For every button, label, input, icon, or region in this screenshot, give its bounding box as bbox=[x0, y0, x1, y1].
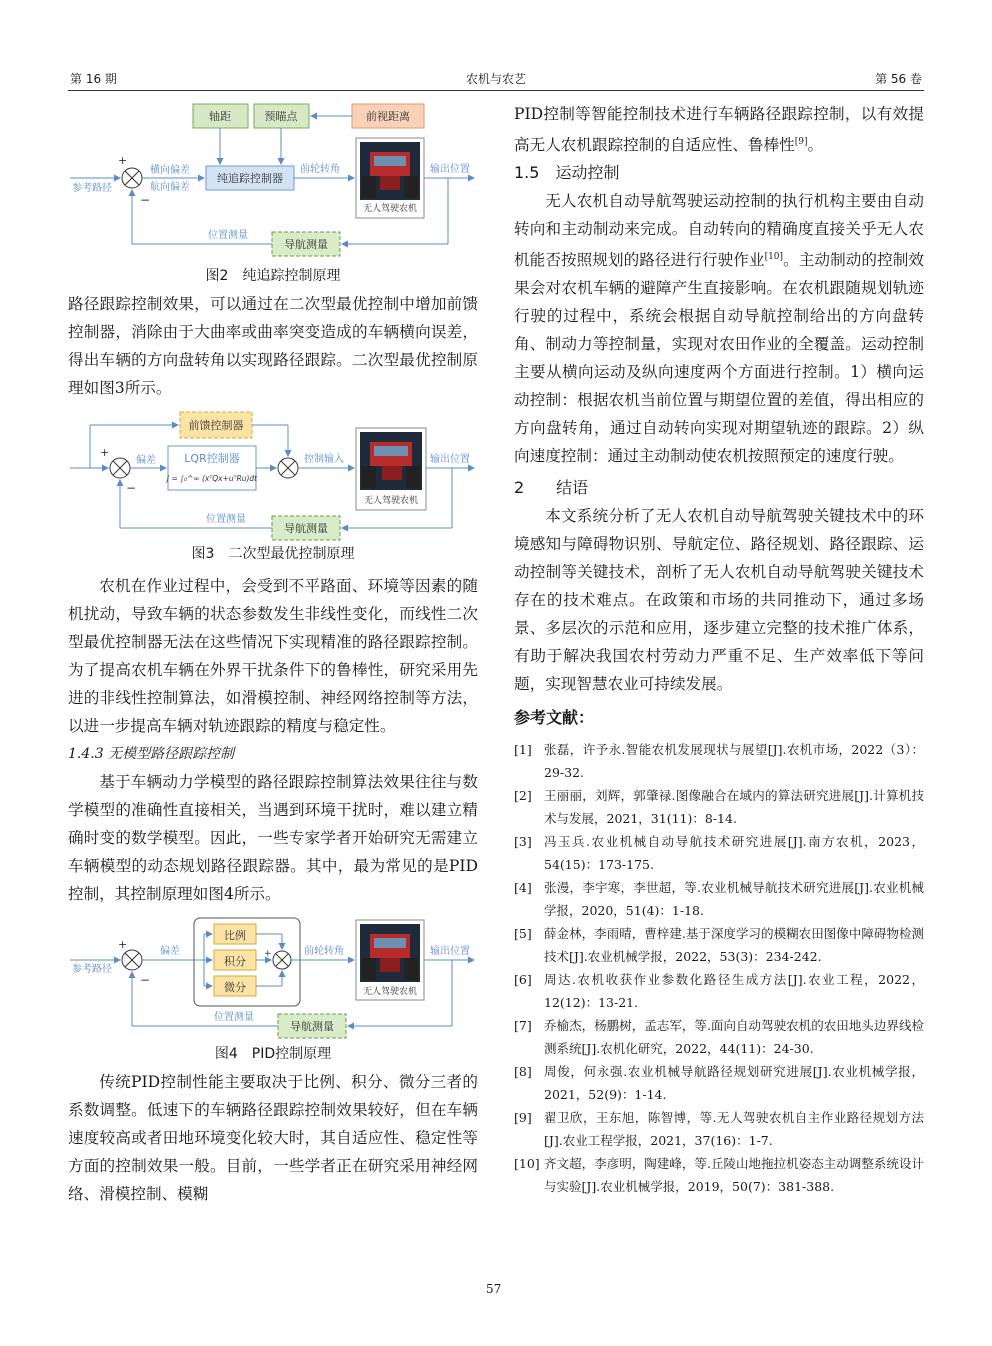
reference-path-label: 参考路径 bbox=[72, 183, 112, 194]
position-measurement-label: 位置测量 bbox=[214, 1012, 254, 1023]
references-heading: 参考文献： bbox=[514, 708, 595, 728]
navigation-measurement-label: 导航测量 bbox=[290, 1020, 334, 1033]
lookahead-label: 前视距离 bbox=[366, 110, 410, 123]
tractor-image bbox=[360, 924, 420, 982]
output-position-label: 输出位置 bbox=[430, 164, 470, 175]
section-1-4-3-heading: 1.4.3 无模型路径跟踪控制 bbox=[68, 746, 235, 762]
issue-number: 第 16 期 bbox=[70, 72, 117, 86]
reference-text: 冯玉兵.农业机械自动导航技术研究进展[J].南方农机，2023，54(15)：173-175. bbox=[544, 834, 924, 873]
left-paragraph-2: 农机在作业过程中，会受到不平路面、环境等因素的随机扰动，导致车辆的状态参数发生非线性变化，而线性二次型最优控制器无法在这些情况下实现精准的路径跟踪控制。为了提高农机车辆在外界干扰条件下的鲁棒性，研究采用先进的非线性控制算法，如滑模控制、神经网络控制等方法，以进一步提高车辆对轨迹跟踪的精度与稳定性。 bbox=[68, 577, 478, 735]
volume-number: 第 56 卷 bbox=[875, 72, 922, 86]
figure-2-diagram bbox=[68, 100, 478, 260]
output-position-label: 输出位置 bbox=[430, 946, 470, 957]
reference-item bbox=[514, 784, 924, 830]
wheelbase-label: 轴距 bbox=[209, 110, 231, 123]
svg-text:+: + bbox=[118, 154, 128, 167]
reference-text: 薛金林，李雨晴，曹梓建.基于深度学习的模糊农田图像中障碍物检测技术[J].农业机械学报，2022，53(3)：234-242. bbox=[544, 926, 924, 965]
reference-item bbox=[514, 1152, 924, 1198]
steering-angle-label: 前轮转角 bbox=[304, 946, 344, 957]
reference-item bbox=[514, 738, 924, 784]
reference-number: [10] bbox=[514, 1156, 540, 1172]
header-rule bbox=[68, 90, 924, 91]
reference-item bbox=[514, 968, 924, 1014]
lqr-controller-label: LQR控制器 bbox=[184, 452, 240, 465]
reference-item bbox=[514, 830, 924, 876]
tractor-image bbox=[360, 432, 422, 490]
journal-title: 农机与农艺 bbox=[465, 72, 526, 86]
page-number: 57 bbox=[486, 1282, 502, 1296]
right-column bbox=[514, 100, 924, 1198]
reference-text: 翟卫欣，王东旭，陈智博，等.无人驾驶农机自主作业路径规划方法[J].农业工程学报，2021，37(16)：1-7. bbox=[544, 1110, 924, 1149]
position-measurement-label: 位置测量 bbox=[208, 230, 248, 241]
reference-number: [1] bbox=[514, 742, 532, 758]
figure-4-diagram bbox=[68, 912, 478, 1042]
output-position-label: 输出位置 bbox=[430, 454, 470, 465]
reference-item bbox=[514, 1060, 924, 1106]
figure-2-caption: 图2 纯追踪控制原理 bbox=[205, 268, 341, 284]
right-paragraph-1: 无人农机自动导航驾驶运动控制的执行机构主要由自动转向和主动制动来完成。自动转向的精确度直接关乎无人农机能否按照规划的路径进行行驶作业[10]。主动制动的控制效果会对农机车辆的避障产生直接影响。在农机跟随规划轨迹行驶的过程中，系统会根据自动导航控制给出的方向盘转角、制动力等控制量，实现对农田作业的全覆盖。运动控制主要从横向运动及纵向速度两个方面进行控制。1）横向运动控制：根据农机当前位置与期望位置的差值，得出相应的方向盘转角，通过自动转向实现对期望轨迹的跟踪。2）纵向速度控制：通过主动制动使农机按照预定的速度行驶。 bbox=[514, 192, 924, 466]
navigation-measurement-label: 导航测量 bbox=[284, 238, 328, 251]
right-paragraph-0: PID控制等智能控制技术进行车辆路径跟踪控制，以有效提高无人农机跟踪控制的自适应性、鲁棒性[9]。 bbox=[514, 105, 924, 155]
lateral-error-label: 横向偏差 bbox=[150, 165, 190, 176]
reference-item bbox=[514, 922, 924, 968]
reference-item bbox=[514, 876, 924, 922]
heading-error-label: 航向偏差 bbox=[150, 182, 190, 193]
tractor-label: 无人驾驶农机 bbox=[363, 496, 419, 506]
reference-number: [5] bbox=[514, 926, 532, 942]
integral-label: 积分 bbox=[224, 955, 246, 968]
left-paragraph-3: 基于车辆动力学模型的路径跟踪控制算法效果往往与数学模型的准确性直接相关，当遇到环境干扰时，难以建立精确时变的数学模型。因此，一些专家学者开始研究无需建立车辆模型的动态规划路径跟踪器。其中，最为常见的是PID控制，其控制原理如图4所示。 bbox=[68, 773, 478, 903]
reference-text: 乔榆杰，杨鹏树，孟志军，等.面向自动驾驶农机的农田地头边界线检测系统[J].农机化研究，2022，44(11)：24-30. bbox=[544, 1018, 924, 1057]
conclusion-paragraph: 本文系统分析了无人农机自动导航驾驶关键技术中的环境感知与障碍物识别、导航定位、路径规划、路径跟踪、运动控制等关键技术，剖析了无人农机自动导航驾驶关键技术存在的技术难点。在政策和市场的共同推动下，通过多场景、多层次的示范和应用，逐步建立完整的技术推广体系，有助于解决我国农村劳动力严重不足、生产效率低下等问题，实现智慧农业可持续发展。 bbox=[514, 507, 924, 694]
control-input-label: 控制输入 bbox=[304, 454, 344, 465]
svg-text:−: − bbox=[140, 973, 151, 987]
left-paragraph-1: 路径跟踪控制效果，可以通过在二次型最优控制中增加前馈控制器，消除由于大曲率或曲率突变造成的车辆横向误差，得出车辆的方向盘转角以实现路径跟踪。二次型最优控制原理如图3所示。 bbox=[68, 295, 478, 397]
derivative-label: 微分 bbox=[224, 981, 246, 994]
left-paragraph-4: 传统PID控制性能主要取决于比例、积分、微分三者的系数调整。低速下的车辆路径跟踪控制效果较好，但在车辆速度较高或者田地环境变化较大时，其自适应性、稳定性等方面的控制效果一般。目前，一些学者正在研究采用神经网络、滑模控制、模糊 bbox=[68, 1073, 478, 1203]
reference-text: 王丽丽，刘辉，郭肇禄.图像融合在域内的算法研究进展[J].计算机技术与发展，2021，31(11)：8-14. bbox=[544, 788, 924, 827]
tractor-image bbox=[360, 142, 420, 200]
svg-text:−: − bbox=[140, 193, 151, 207]
figure-3-caption: 图3 二次型最优控制原理 bbox=[191, 546, 355, 562]
lqr-cost-equation: J = ∫₀^∞ (xᵀQx+uᵀRu)dt bbox=[166, 474, 258, 483]
proportional-label: 比例 bbox=[224, 929, 246, 942]
figure-3-diagram bbox=[68, 408, 478, 542]
section-1-5-heading: 1.5 运动控制 bbox=[514, 163, 620, 183]
reference-item bbox=[514, 1106, 924, 1152]
tractor-label: 无人驾驶农机 bbox=[362, 987, 418, 997]
reference-number: [4] bbox=[514, 880, 532, 896]
feedforward-controller-label: 前馈控制器 bbox=[188, 419, 244, 432]
reference-number: [6] bbox=[514, 972, 532, 988]
svg-text:+: + bbox=[264, 949, 272, 959]
section-2-heading: 2 结语 bbox=[514, 478, 589, 498]
reference-list bbox=[514, 738, 924, 1198]
reference-text: 周达.农机收获作业参数化路径生成方法[J].农业工程，2022，12(12)：13-21. bbox=[544, 972, 924, 1011]
reference-text: 周俊，何永强.农业机械导航路径规划研究进展[J].农业机械学报，2021，52(9)：1-14. bbox=[544, 1064, 924, 1103]
svg-text:+: + bbox=[118, 938, 128, 951]
reference-number: [3] bbox=[514, 834, 532, 850]
position-measurement-label: 位置测量 bbox=[206, 514, 246, 525]
reference-number: [9] bbox=[514, 1110, 532, 1126]
reference-number: [2] bbox=[514, 788, 532, 804]
figure-4-caption: 图4 PID控制原理 bbox=[214, 1046, 332, 1062]
pure-pursuit-controller-label: 纯追踪控制器 bbox=[217, 172, 283, 185]
reference-number: [7] bbox=[514, 1018, 532, 1034]
svg-text:+: + bbox=[100, 446, 110, 459]
left-column bbox=[68, 100, 478, 1208]
reference-path-label: 参考路径 bbox=[72, 964, 112, 975]
reference-text: 张磊，许予永.智能农机发展现状与展望[J].农机市场，2022（3）：29-32. bbox=[544, 742, 924, 781]
reference-number: [8] bbox=[514, 1064, 532, 1080]
preview-point-label: 预瞄点 bbox=[264, 110, 298, 123]
reference-text: 张漫，李宇寒，李世超，等.农业机械导航技术研究进展[J].农业机械学报，2020，51(4)：1-18. bbox=[544, 880, 924, 919]
svg-text:−: − bbox=[126, 481, 137, 495]
navigation-measurement-label: 导航测量 bbox=[284, 522, 328, 535]
steering-angle-label: 前轮转角 bbox=[300, 164, 340, 175]
error-label: 偏差 bbox=[136, 455, 156, 466]
tractor-label: 无人驾驶农机 bbox=[362, 204, 418, 214]
reference-item bbox=[514, 1014, 924, 1060]
reference-text: 齐文超，李彦明，陶建峰，等.丘陵山地拖拉机姿态主动调整系统设计与实验[J].农业机械学报，2019，50(7)：381-388. bbox=[544, 1156, 924, 1195]
error-label: 偏差 bbox=[160, 946, 180, 957]
